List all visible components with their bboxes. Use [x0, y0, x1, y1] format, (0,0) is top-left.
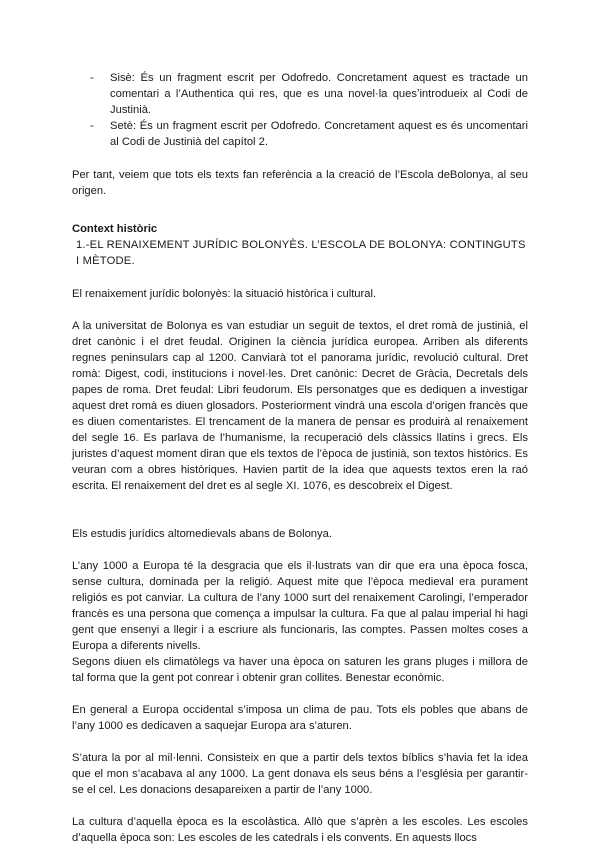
paragraph-peace: En general a Europa occidental s’imposa un clima de pau. Tots els pobles que abans de l’any 1000 es dedicaven a saquejar Europa ara s’aturen.: [72, 704, 528, 732]
list-item: [72, 118, 528, 150]
list-item-text: Setè: És un fragment escrit per Odofredo. Concretament aquest es és uncomentari al Codi de Justinià del capítol 2.: [110, 120, 528, 148]
paragraph-year-1000: L’any 1000 a Europa té la desgracia que els il·lustrats van dir que era una època fosca, sense cultura, dominada per la religió. Aquest mite que l’època medieval era purament religiós es pot canviar. La cultura de l’any 1000 surt del renaixement Carolingi, l’emperador francès es una persona que comença a impulsar la cultura. Fa que al palau imperial hi hagi gent que ensenyi a llegir i a escriure als funcionaris, las comptes. Passen moltes coses a Europa a diferents nivells.: [72, 560, 528, 652]
paragraph-scholastic: La cultura d’aquella època es la escolàstica. Allò que s’aprèn a les escoles. Les escoles d’aquella època son: Les escoles de les catedrals i els convents. En aquests llocs: [72, 816, 528, 844]
bullet-list: [72, 70, 528, 150]
list-item-text: Sisè: És un fragment escrit per Odofredo. Concretament aquest es tractade un comentari a l’Authentica qui res, que es una novel·la quesʼintrodueix al Codi de Justinià.: [110, 72, 528, 116]
conclusion-paragraph: Per tant, veiem que tots els texts fan referència a la creació de l’Escola deBolonya, al seu origen.: [72, 169, 528, 197]
document-body: [72, 70, 528, 846]
section-heading: Context històric: [72, 223, 158, 235]
list-item: [72, 70, 528, 118]
bullet-dash: -: [90, 120, 94, 132]
paragraph-millennium-fear: S’atura la por al mil·lenni. Consisteix en que a partir dels textos bíblics s’havia fet la idea que el mon s’acabava al any 1000. La gent donava els seus béns a l’església per garantir-se el cel. Les donacions desapareixen a partir de l’any 1000.: [72, 752, 528, 796]
intro-line: El renaixement jurídic bolonyès: la situació històrica i cultural.: [72, 288, 377, 300]
section-subheading: 1.-EL RENAIXEMENT JURÍDIC BOLONYÈS. L’ESCOLA DE BOLONYA: CONTINGUTS I MÈTODE.: [76, 239, 526, 267]
section2-title: Els estudis jurídics altomedievals abans de Bolonya.: [72, 528, 332, 540]
paragraph-climate: Segons diuen els climatòlegs va haver una època on saturen les grans pluges i millora de tal forma que la gent pot conrear i obtenir gran collites. Benestar econòmic.: [72, 656, 528, 684]
paragraph-bologna: A la universitat de Bolonya es van estudiar un seguit de textos, el dret romà de justinià, el dret canònic i el dret feudal. Originen la ciència jurídica europea. Arriben als diferents regnes peninsulars cap al 1200. Canviarà tot el panorama jurídic, revolució cultural. Dret romà: Digest, codi, institucions i novel·les. Dret canònic: Decret de Gràcia, Decretals dels papes de roma. Dret feudal: Libri feudorum. Els personatges que es dediquen a investigar aquest dret romà es diuen glosadors. Posteriorment vindrà una escola d’origen francès que es diuen comentaristes. El trencament de la manera de pensar es produirà al renaixement del segle 16. Es parlava de l’humanisme, la recuperació dels clàssics llatins i grecs. Els juristes d’aquest moment diran que els textos de l’època de justinià, son textos històrics. Es veuran com a obres històriques. Havien partit de la idea que aquests textos eren la raó escrita. El renaixement del dret es al segle XI. 1076, es descobreix el Digest.: [72, 320, 528, 492]
bullet-dash: -: [90, 72, 94, 84]
